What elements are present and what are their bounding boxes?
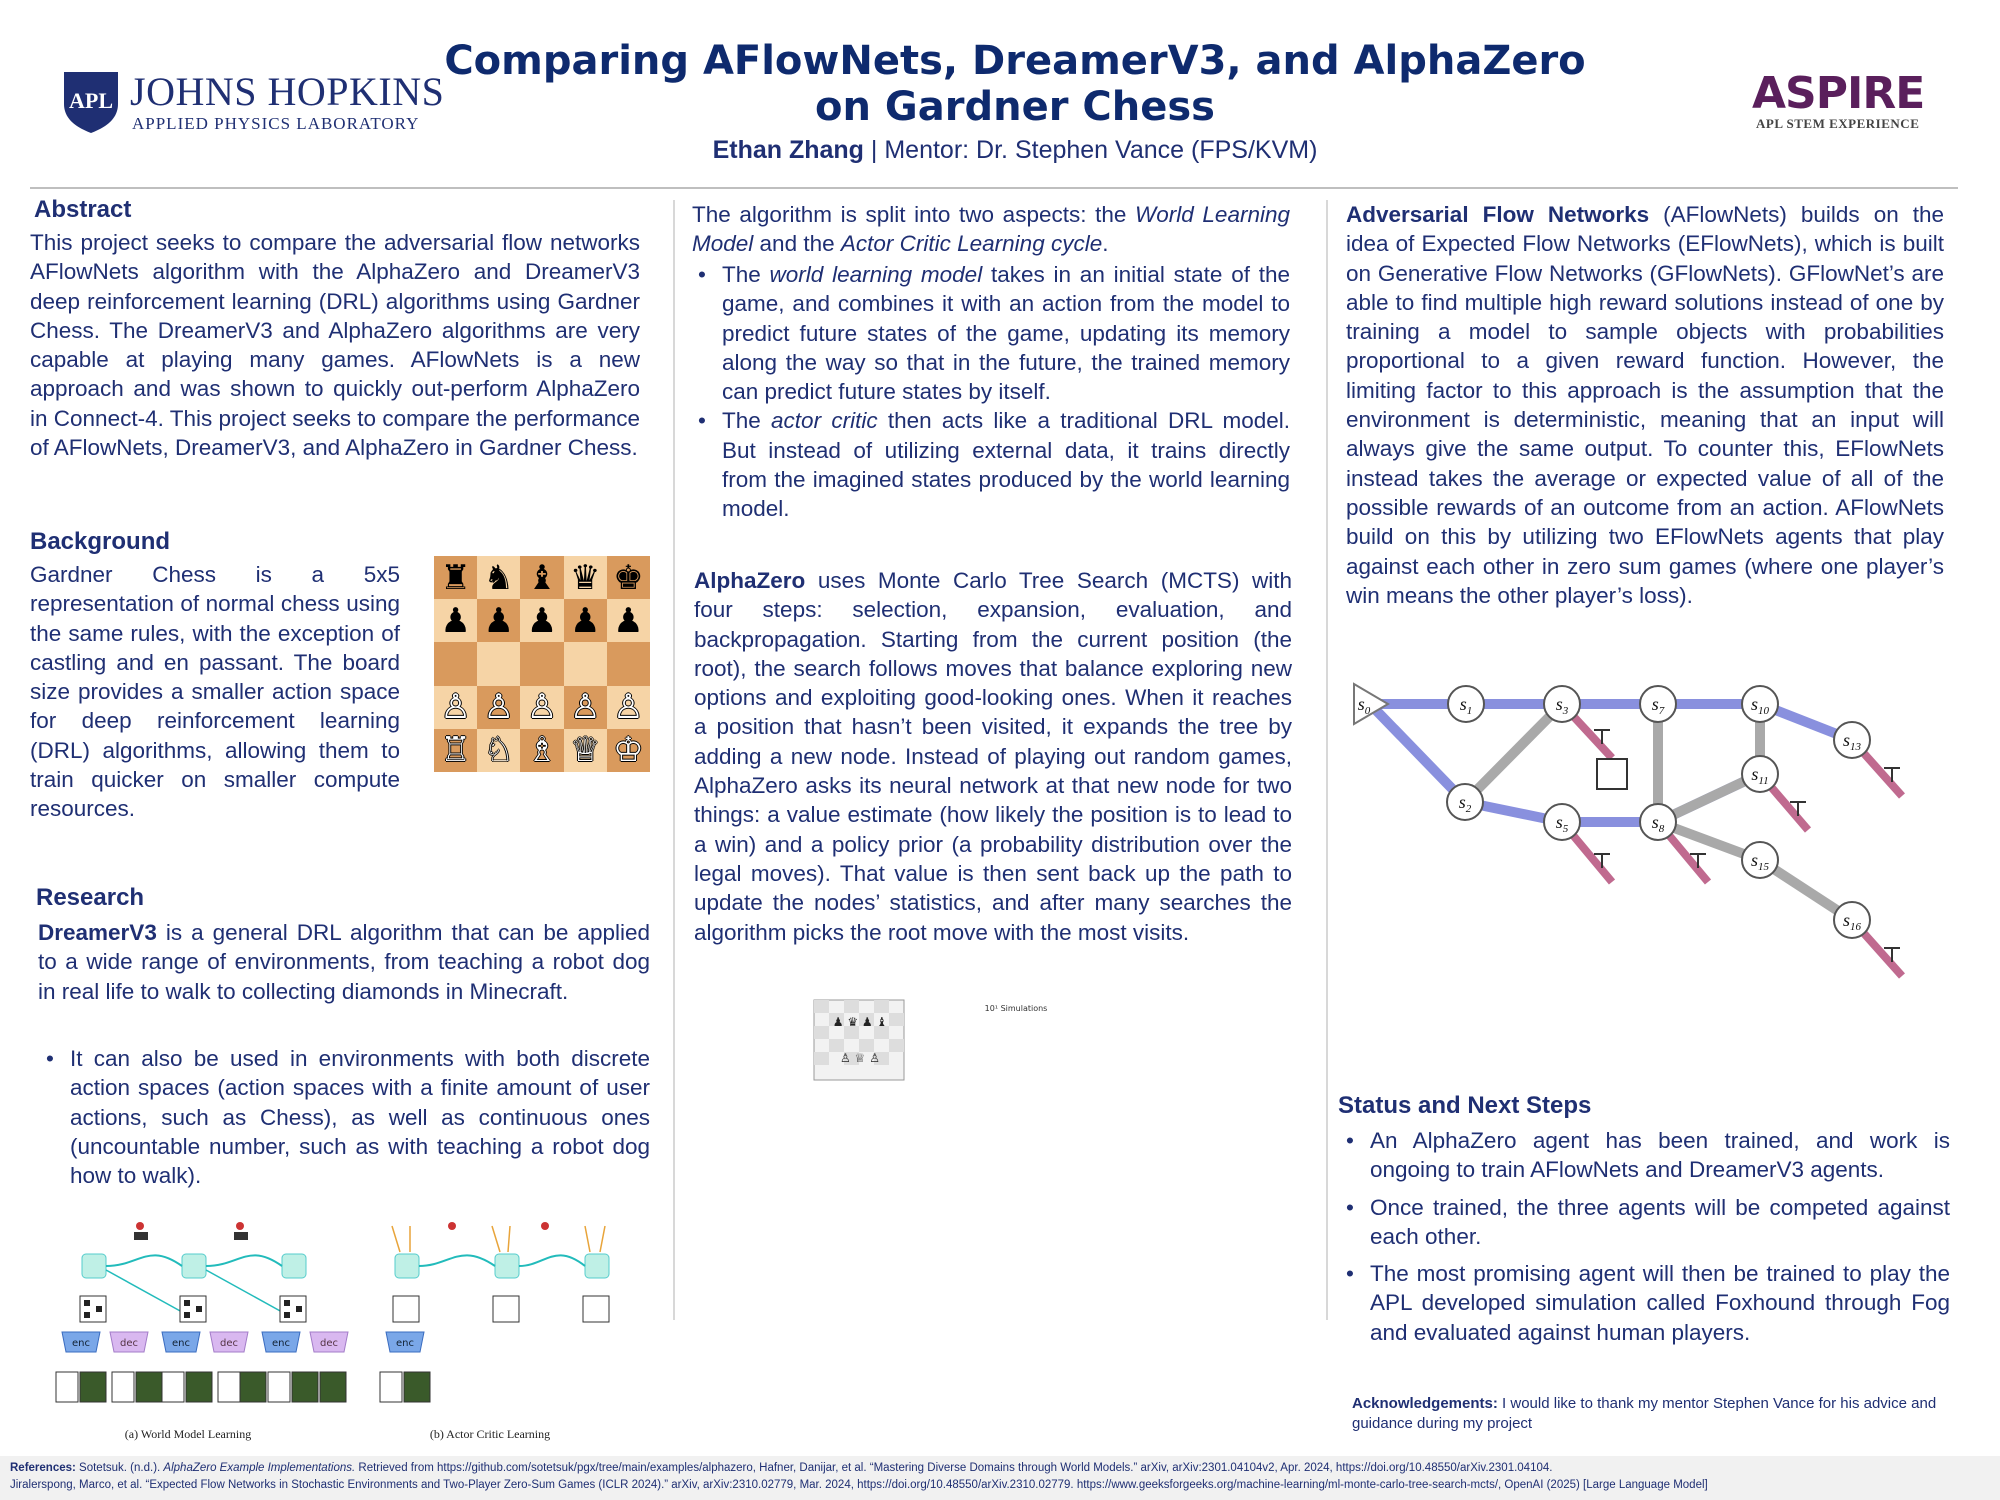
board-square: ♘ [477, 729, 520, 772]
board-square: ♕ [564, 729, 607, 772]
column-divider-right [1326, 200, 1328, 1320]
caption-actor-critic: (b) Actor Critic Learning [429, 1427, 551, 1441]
byline [420, 136, 1610, 165]
board-square: ♜ [434, 556, 477, 599]
dreamer-bold: DreamerV3 [38, 920, 157, 945]
flow-network-graph [1350, 676, 1930, 1016]
ac-state-3 [585, 1254, 609, 1278]
hidden-state-3 [282, 1254, 306, 1278]
caption-world-model: (a) World Model Learning [124, 1427, 252, 1441]
state-node-label: $s_{11}$ [1751, 764, 1769, 787]
board-square [607, 642, 650, 685]
aflownets-bold: Adversarial Flow Networks [1346, 202, 1650, 227]
svg-text:♙ ♕ ♙: ♙ ♕ ♙ [840, 1051, 880, 1065]
b1-pre: The [722, 262, 770, 287]
state-node-label: $s_8$ [1651, 812, 1665, 835]
column-divider-left [673, 200, 675, 1320]
ref1-italic: AlphaZero Example Implementations. [163, 1462, 356, 1474]
board-square: ♟ [434, 599, 477, 642]
enc-label: enc [272, 1338, 290, 1349]
status-heading: Status and Next Steps [1338, 1092, 1592, 1119]
world-model-bullet [690, 260, 1290, 406]
hidden-state-1 [82, 1254, 106, 1278]
flow-edge [1465, 704, 1562, 802]
title-line-1: Comparing AFlowNets, DreamerV3, and AlphaZero [444, 38, 1586, 84]
mcts-mini-board [814, 1000, 904, 1080]
ref-label: References: [10, 1462, 76, 1474]
alphazero-paragraph [694, 566, 1292, 947]
state-node-label: $s_{13}$ [1842, 730, 1862, 753]
board-square: ♗ [520, 729, 563, 772]
b1-post: takes in an initial state of the game, and combines it with an action from the model to predict future states of the game, updating its memory along the way so that in the future, the trained memory can predict future states by itself. [722, 262, 1291, 405]
actor-critic-diagram [380, 1222, 609, 1441]
ac-state-1 [395, 1254, 419, 1278]
dec-label: dec [220, 1338, 238, 1349]
dreamer-paragraph [38, 918, 650, 1006]
aspire-logo [1752, 68, 1932, 138]
intro-pre: The algorithm is split into two aspects: the [692, 202, 1136, 227]
svg-text:♟ ♛ ♟ ♝: ♟ ♛ ♟ ♝ [832, 1015, 888, 1029]
actor-critic-bullet [690, 406, 1290, 523]
header-divider [30, 187, 1958, 189]
author-name: Ethan Zhang [712, 136, 864, 164]
mcts-top-label: 10¹ Simulations [984, 1004, 1048, 1013]
reference-line-2: Jiralerspong, Marco, et al. “Expected Flow Networks in Stochastic Environments and Two-Player Zero-Sum Games (ICLR 2024).” arXiv, arXiv:2310.02779, Mar. 2024, https://doi.org/10.48550/arXiv.2310.02779. https://www.geeksforgeeks.org/machine-learning/ml-monte-carlo-tree-search-mcts/, OpenAI (2025) [Large Language Model] [10, 1479, 1708, 1491]
dreamer-bullet-1: • It can also be used in environments with both discrete action spaces (action spaces with a finite amount of user actions, such as Chess), as well as continuous ones (uncountable number, such as with teaching a robot dog how to walk). [38, 1044, 650, 1190]
state-node-label: $s_0$ [1357, 694, 1371, 717]
flow-edge [1370, 704, 1465, 802]
state-node-label: $s_1$ [1459, 694, 1473, 717]
mcts-tree-figure [808, 996, 1128, 1442]
board-square: ♚ [607, 556, 650, 599]
board-square: ♟ [607, 599, 650, 642]
state-node-label: $s_7$ [1651, 694, 1665, 717]
apl-shield-icon [62, 70, 120, 134]
state-node-label: $s_{16}$ [1842, 910, 1862, 933]
ac-state-2 [495, 1254, 519, 1278]
state-node-label: $s_{15}$ [1750, 850, 1770, 873]
aspire-wordmark: ASPIRE [1752, 68, 1925, 119]
abstract-text: This project seeks to compare the adversarial flow networks AFlowNets algorithm with the AlphaZero and DreamerV3 deep reinforcement learning (DRL) algorithms using Gardner Chess. The DreamerV3 and AlphaZero algorithms are very capable at playing many games. AFlowNets is a new approach and was shown to quickly out-perform AlphaZero in Connect-4. This project seeks to compare the performance of AFlowNets, DreamerV3, and AlphaZero in Gardner Chess. [30, 230, 640, 461]
reference-line-1 [10, 1462, 1552, 1474]
poster-title [420, 38, 1610, 130]
board-square: ♖ [434, 729, 477, 772]
aflownets-text: (AFlowNets) builds on the idea of Expected Flow Networks (EFlowNets), which is built on Generative Flow Networks (GFlowNets). GFlowNet’s are able to find multiple high reward solutions instead of one by training a model to sample objects with probabilities proportional to a given reward function. However, the limiting factor to this approach is the assumption that the environment is deterministic, meaning that an input will always give the same output. To counter this, EFlowNets instead takes the average or expected value of all of the possible rewards of an outcome from an action. AFlowNets build on this by utilizing two EFlowNets agents that play against each other in zero sum games (where one player’s win means the other player’s loss). [1346, 202, 1945, 608]
background-text: Gardner Chess is a 5x5 representation of normal chess using the same rules, with the exception of castling and en passant. The board size provides a smaller action space for deep reinforcement learning (DRL) algorithms, allowing them to train quicker on smaller compute resources. [30, 562, 400, 822]
ref1-a: Sotetsuk. (n.d.). [75, 1462, 164, 1474]
ack-label: Acknowledgements: [1352, 1395, 1498, 1412]
acknowledgements [1352, 1394, 1972, 1434]
board-square: ♙ [477, 686, 520, 729]
board-square: ♝ [520, 556, 563, 599]
hidden-state-2 [182, 1254, 206, 1278]
jhu-subtitle: APPLIED PHYSICS LABORATORY [132, 114, 420, 133]
dreamer-bullets [38, 1044, 650, 1190]
background-heading: Background [30, 528, 171, 555]
alphazero-text: uses Monte Carlo Tree Search (MCTS) with four steps: selection, expansion, evaluation, and backpropagation. Starting from the current position (the root), the search follows moves that balance exploring new options and exploiting good-looking ones. When it reaches a position that hasn’t been visited, it expands the tree by adding a new node. Instead of playing out random games, AlphaZero asks its neural network at that new node for two things: a value estimate (how likely the position is to lead to a win) and a policy prior (a probability distribution over the legal moves). That value is then sent back up the path to update the nodes’ statistics, and after many searches the algorithm picks the root move with the most visits. [694, 568, 1292, 945]
b1-italic: world learning model [769, 262, 983, 287]
research-heading: Research [36, 884, 145, 911]
state-node-label: $s_5$ [1555, 812, 1569, 835]
b2-post: then acts like a traditional DRL model. But instead of utilizing external data, it trains directly from the imagined states produced by the world learning model. [722, 408, 1291, 522]
b2-pre: The [722, 408, 772, 434]
state-node-label: $s_{10}$ [1750, 694, 1770, 717]
world-model-diagram [56, 1222, 348, 1441]
alphazero-bold: AlphaZero [694, 568, 806, 593]
board-square: ♔ [607, 729, 650, 772]
intro-post: . [1102, 231, 1109, 257]
ref1-b: Retrieved from https://github.com/sotetsuk/pgx/tree/main/examples/alphazero, Hafner, Danijar, et al. “Mastering Diverse Domains through World Models.” arXiv, arXiv:2301.04104v2, Apr. 2024, https://doi.org/10.48550/arXiv.2301.04104. [355, 1462, 1553, 1474]
board-square: ♙ [607, 686, 650, 729]
board-square: ♞ [477, 556, 520, 599]
dreamer-world-model-figure [40, 1212, 640, 1444]
status-list [1338, 1126, 1950, 1355]
board-square: ♙ [564, 686, 607, 729]
enc-label: enc [172, 1338, 190, 1349]
dec-label: dec [120, 1338, 138, 1349]
intro-world-model: World Learning Model [692, 202, 1290, 257]
jhu-name: JOHNS HOPKINS [130, 69, 445, 114]
abstract-heading: Abstract [34, 196, 132, 223]
board-square: ♟ [564, 599, 607, 642]
board-square: ♛ [564, 556, 607, 599]
intro-mid: and the [753, 231, 841, 257]
enc-label: enc [72, 1338, 90, 1349]
board-square [564, 642, 607, 685]
board-square [477, 642, 520, 685]
dreamer-text: is a general DRL algorithm that can be applied to a wide range of environments, from teaching a robot dog in real life to walk to collecting diamonds in Minecraft. [38, 920, 650, 1004]
mentor-text: | Mentor: Dr. Stephen Vance (FPS/KVM) [863, 136, 1318, 164]
b2-italic: actor critic [771, 408, 878, 434]
board-square: ♟ [477, 599, 520, 642]
apl-mark-text: APL [69, 88, 113, 113]
terminal-node [1597, 759, 1627, 789]
board-square [520, 642, 563, 685]
dec-label: dec [320, 1338, 338, 1349]
gardner-chess-board [434, 556, 650, 772]
board-square: ♟ [520, 599, 563, 642]
enc-label: enc [396, 1338, 414, 1349]
ack-text: I would like to thank my mentor Stephen Vance for his advice and guidance during my project [1352, 1395, 1937, 1432]
board-square: ♙ [520, 686, 563, 729]
state-node-label: $s_2$ [1458, 792, 1472, 815]
jhu-apl-logo [62, 66, 445, 138]
board-square [434, 642, 477, 685]
middle-intro [692, 200, 1290, 259]
references-footer [0, 1456, 2000, 1500]
aflownets-paragraph [1346, 200, 1944, 610]
status-item: • Once trained, the three agents will be competed against each other. [1338, 1193, 1950, 1252]
state-node-label: $s_3$ [1555, 694, 1569, 717]
status-item: • The most promising agent will then be trained to play the APL developed simulation called Foxhound through Fog and evaluated against human players. [1338, 1259, 1950, 1347]
aspire-subtitle: APL STEM EXPERIENCE [1756, 116, 1920, 131]
intro-actor-critic: Actor Critic Learning cycle [840, 231, 1103, 257]
title-line-2: on Gardner Chess [815, 84, 1215, 130]
middle-bullets [690, 260, 1290, 524]
board-square: ♙ [434, 686, 477, 729]
status-item: • An AlphaZero agent has been trained, and work is ongoing to train AFlowNets and DreamerV3 agents. [1338, 1126, 1950, 1185]
